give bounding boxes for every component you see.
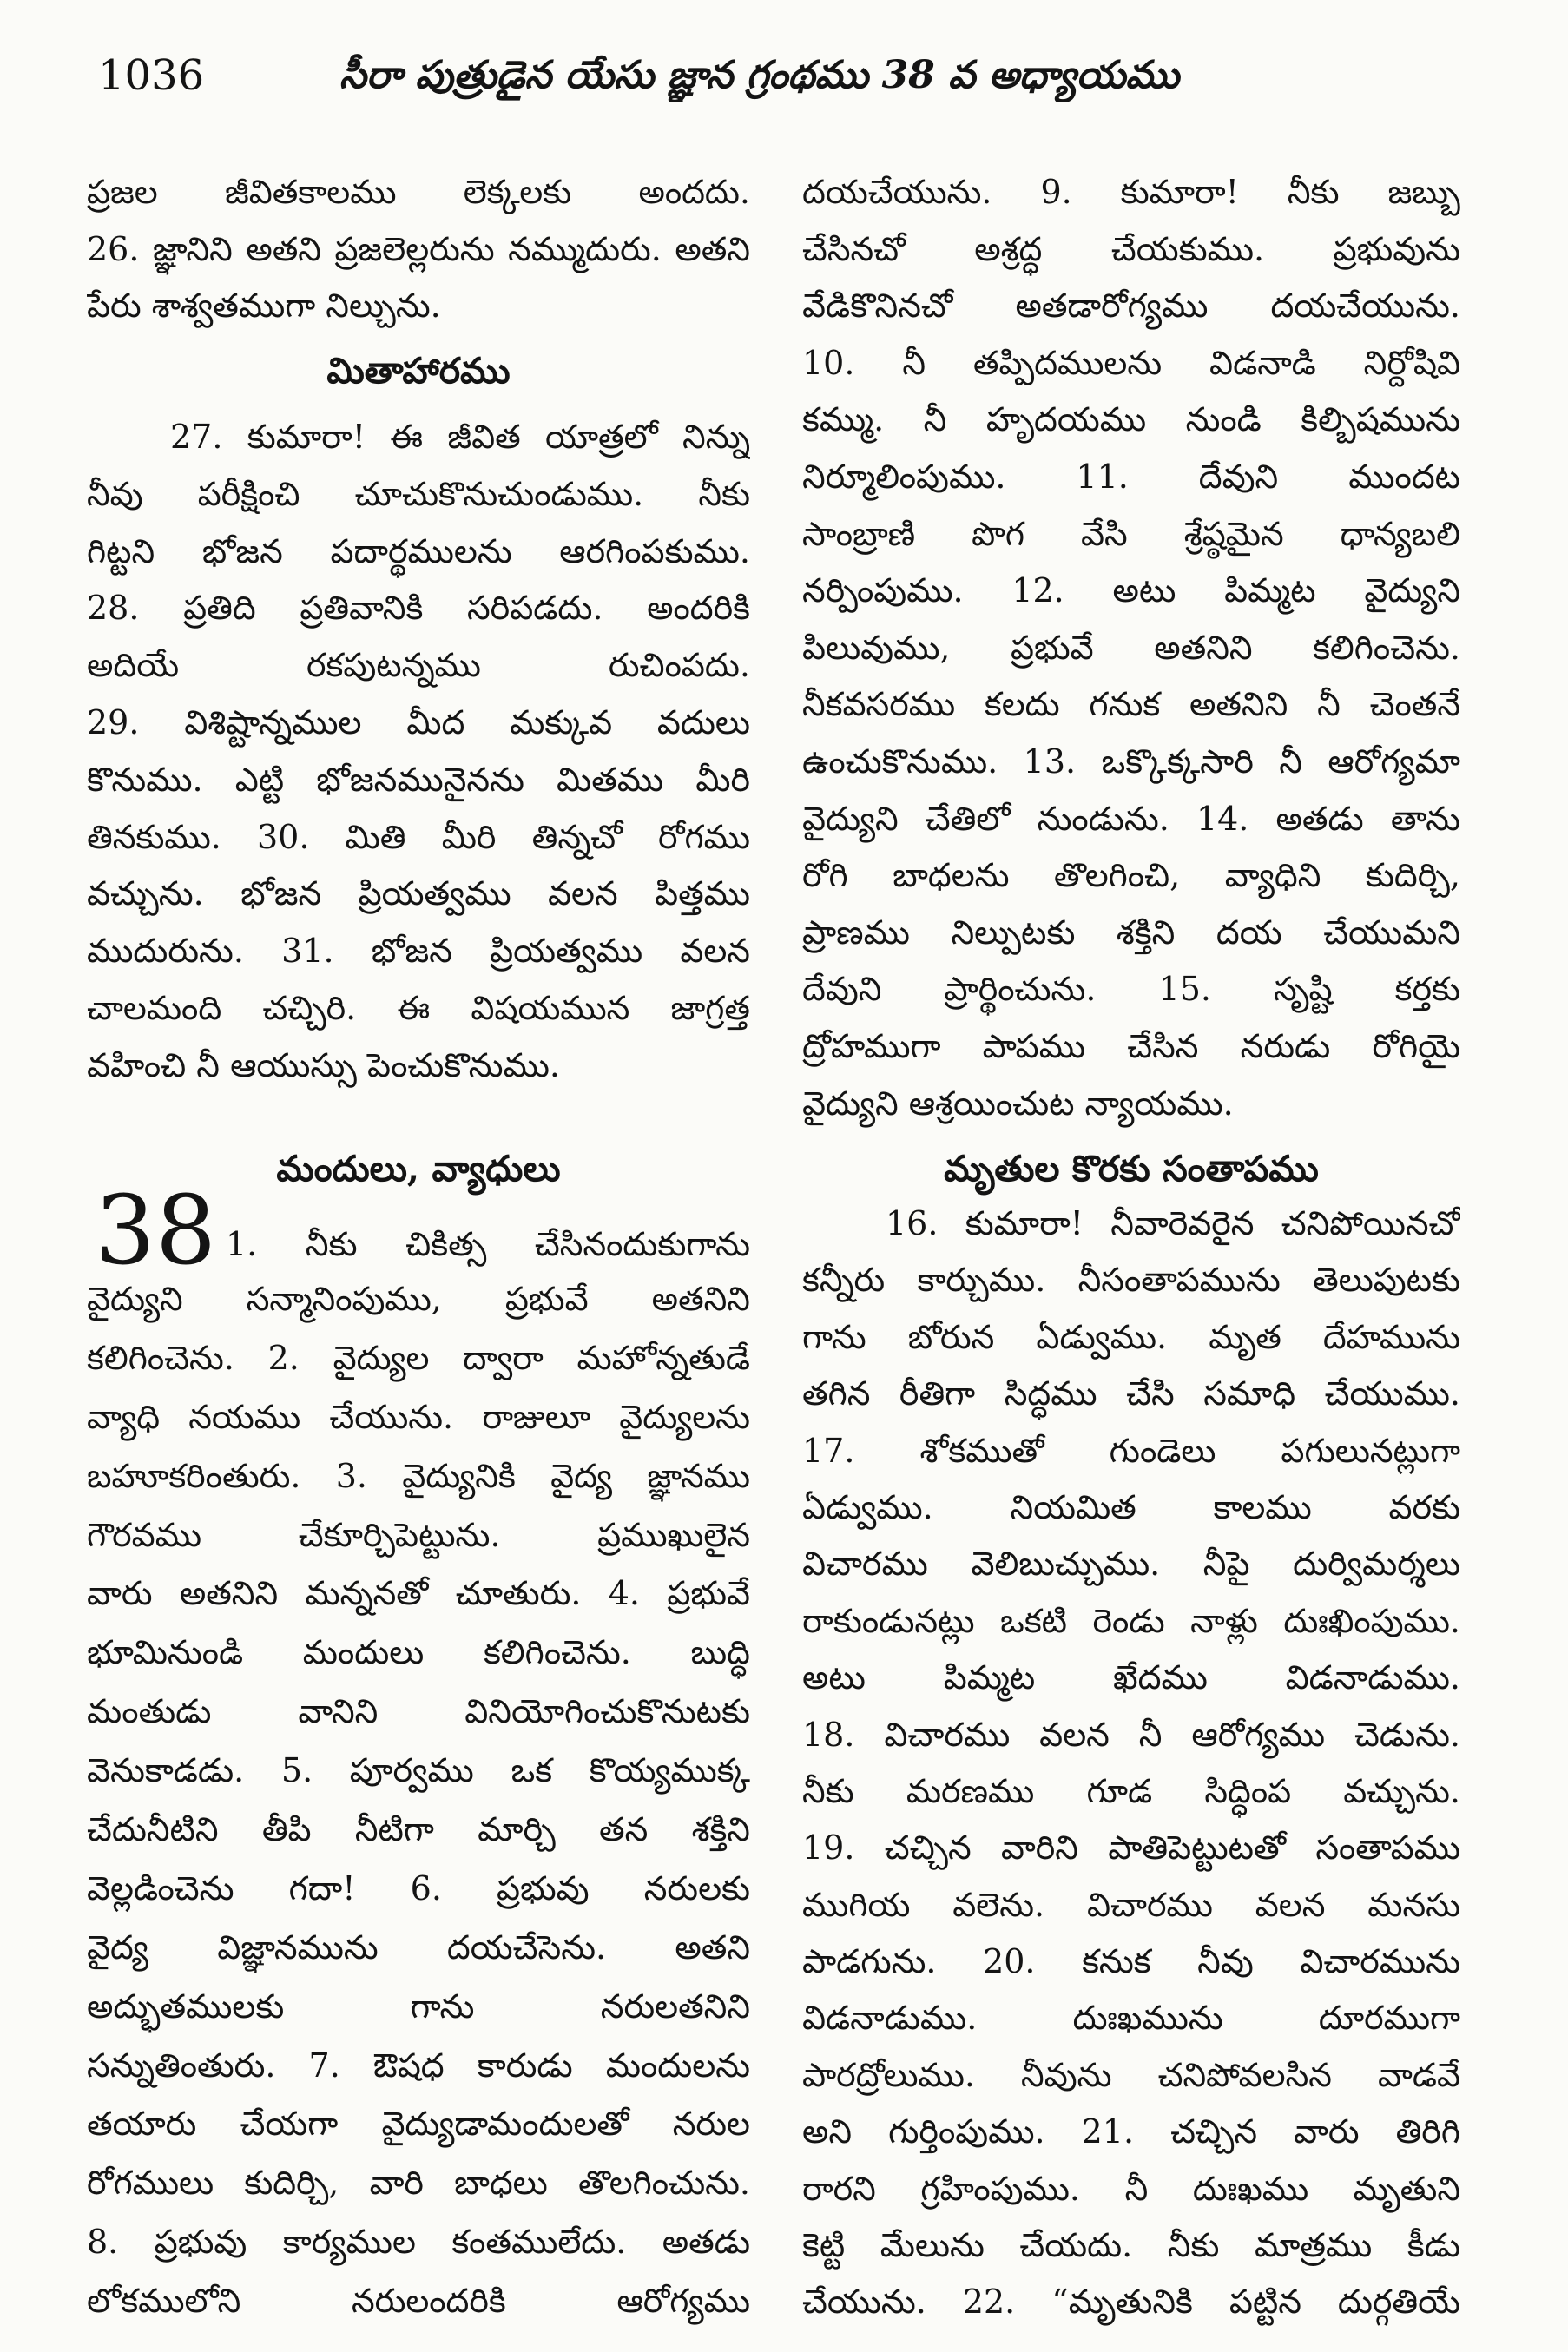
text-line: కన్నీరు కార్చుము. నీసంతాపమును తెలుపుటకు [802,1261,1460,1300]
text-line: నీకు మరణము గూడ సిద్ధింప వచ్చును. [802,1771,1460,1810]
text-line: చాలమంది చచ్చిరి. ఈ విషయమున జాగ్రత్త [87,988,750,1027]
text-line: రాకుండునట్లు ఒకటి రెండు నాళ్లు దుఃఖింపుము. [802,1601,1460,1640]
text-line: అని గుర్తింపుము. 21. చచ్చిన వారు తిరిగి [802,2112,1460,2151]
text-line: కలిగించెను. 2. వైద్యుల ద్వారా మహోన్నతుడే [87,1338,750,1377]
text-line: 28. ప్రతిది ప్రతివానికి సరిపడదు. అందరికి [87,589,750,628]
text-line: సాంబ్రాణి పొగ వేసి శ్రేష్ఠమైన ధాన్యబలి [802,514,1460,553]
text-line: ప్రాణము నిల్పుటకు శక్తిని దయ చేయుమని [802,912,1460,952]
page-number: 1036 [98,51,205,100]
text-line: రోగి బాధలను తొలగించి, వ్యాధిని కుదిర్చి, [802,856,1460,895]
paragraph-block [802,164,1460,1132]
paragraph-block [87,1270,750,2331]
text-line: ముదురును. 31. భోజన ప్రియత్వము వలన [87,932,750,971]
text-line: పేరు శాశ్వతముగా నిల్చును. [87,287,441,326]
text-line: దయచేయును. 9. కుమారా! నీకు జబ్బు [802,173,1460,211]
text-line: వైద్యుని ఆశ్రయించుట న్యాయము. [802,1084,1234,1123]
text-line: గౌరవము చేకూర్చిపెట్టును. ప్రముఖులైన [87,1515,750,1554]
running-header-title: సీరా పుత్రుడైన యేసు జ్ఞాన గ్రంథము 38 వ అధ్యాయము [339,53,1180,97]
text-line: వహించి నీ ఆయుస్సు పెంచుకొనుము. [87,1045,561,1084]
text-line: చేదునీటిని తీపి నీటిగా మార్చి తన శక్తిని [87,1810,750,1849]
right-column [802,0,1460,2352]
text-line: వేడికొనినచో అతడారోగ్యము దయచేయును. [802,287,1460,326]
text-line: 26. జ్ఞానిని అతని ప్రజలెల్లరును నమ్ముదురు. అతని [87,229,750,268]
text-line: విడనాడుము. దుఃఖమును దూరముగా [802,1999,1460,2038]
text-line: లోకములోని నరులందరికి ఆరోగ్యము [87,2282,750,2321]
text-line: ఉంచుకొనుము. 13. ఒక్కొక్కసారి నీ ఆరోగ్యమా [802,741,1460,781]
text-line: వైద్యుని చేతిలో నుండును. 14. అతడు తాను [802,799,1460,838]
text-line: అదియే రకపుటన్నము రుచింపదు. [87,646,750,685]
text-line: 17. శోకముతో గుండెలు పగులునట్లుగా [802,1431,1460,1470]
text-line: నీకవసరము కలదు గనుక అతనిని నీ చెంతనే [802,685,1460,724]
text-line: వెల్లడించెను గదా! 6. ప్రభువు నరులకు [87,1868,750,1907]
text-line: భూమినుండి మందులు కలిగించెను. బుద్ధి [87,1633,750,1672]
text-line: 18. విచారము వలన నీ ఆరోగ్యము చెడును. [802,1715,1460,1754]
text-line: అద్భుతములకు గాను నరులతనిని [87,1986,750,2026]
text-line: అటు పిమ్మట ఖేదము విడనాడుము. [802,1658,1460,1697]
text-line: నీవు పరీక్షించి చూచుకొనుచుండుము. నీకు [87,474,750,513]
text-line: తయారు చేయగా వైద్యుడామందులతో నరుల [87,2105,750,2144]
text-line: 19. చచ్చిన వారిని పాతిపెట్టుటతో సంతాపము [802,1828,1460,1868]
text-line: వారు అతనిని మన్ననతో చూతురు. 4. ప్రభువే [87,1574,750,1613]
text-line: వచ్చును. భోజన ప్రియత్వము వలన పిత్తము [87,874,750,913]
text-line: నర్పింపుము. 12. అటు పిమ్మట వైద్యుని [802,571,1460,610]
text-line: పిలువుము, ప్రభువే అతనిని కలిగించెను. [802,628,1460,667]
text-line: పారద్రోలుము. నీవును చనిపోవలసిన వాడవే [802,2055,1460,2094]
text-line: 8. ప్రభువు కార్యముల కంతములేదు. అతడు [87,2223,750,2262]
chapter-number: 38 [95,1175,216,1286]
section-heading: మితాహారము [326,350,511,392]
text-line: నిర్మూలింపుము. 11. దేవుని ముందట [802,457,1460,496]
text-line: ముగియ వలెను. విచారము వలన మనసు [802,1885,1460,1924]
text-line: 16. కుమారా! నీవారెవరైన చనిపోయినచో [886,1204,1460,1242]
text-line: రోగములు కుదిర్చి, వారి బాధలు తొలగించును. [87,2164,750,2203]
text-line: 1. నీకు చికిత్స చేసినందుకుగాను [226,1225,750,1263]
text-line: మంతుడు వానిని వినియోగించుకొనుటకు [87,1692,750,1731]
text-line: కమ్ము. నీ హృదయము నుండి కిల్బిషమును [802,400,1460,439]
text-line: ద్రోహముగా పాపము చేసిన నరుడు రోగియై [802,1026,1460,1065]
text-line: విచారము వెలిబుచ్చుము. నీపై దుర్విమర్శలు [802,1545,1460,1584]
paragraph-block [87,164,750,335]
section-heading: మృతుల కొరకు సంతాపము [944,1148,1319,1189]
text-line: వైద్యుని సన్మానింపుము, ప్రభువే అతనిని [87,1280,750,1318]
text-line: వ్యాధి నయము చేయును. రాజులూ వైద్యులను [87,1397,750,1436]
text-line: దేవుని ప్రార్థించును. 15. సృష్టి కర్తకు [802,970,1460,1009]
text-line: కెట్టి మేలును చేయదు. నీకు మాత్రము కీడు [802,2226,1460,2265]
text-line: తినకుము. 30. మితి మీరి తిన్నచో రోగము [87,817,750,856]
text-line: వెనుకాడడు. 5. పూర్వము ఒక కొయ్యముక్క [87,1751,750,1790]
text-line: బహూకరింతురు. 3. వైద్యునికి వైద్య జ్ఞానము [87,1456,750,1495]
text-line: ప్రజల జీవితకాలము లెక్కలకు అందదు. [87,173,750,211]
text-line: 10. నీ తప్పిదములను విడనాడి నిర్దోషివి [802,343,1460,382]
text-line: ఏడ్వుము. నియమిత కాలము వరకు [802,1487,1460,1526]
text-line: చేయును. 22. “మృతునికి పట్టిన దుర్గతియే [802,2283,1460,2322]
left-column [87,0,750,2352]
text-line: కొనుము. ఎట్టి భోజనమునైనను మితము మీరి [87,760,750,799]
text-line: గాను బోరున ఏడ్వుము. మృత దేహమును [802,1317,1460,1356]
text-line: రారని గ్రహింపుము. నీ దుఃఖము మృతుని [802,2169,1460,2208]
text-line: గిట్టని భోజన పదార్థములను ఆరగింపకుము. [87,531,750,570]
paragraph-block [226,1216,750,1273]
paragraph-block [802,1196,1460,2331]
paragraph-block [87,409,750,1095]
text-line: పాడగును. 20. కనుక నీవు విచారమును [802,1942,1460,1981]
section-heading: మందులు, వ్యాధులు [276,1148,561,1189]
text-line: వైద్య విజ్ఞానమును దయచేసెను. అతని [87,1927,750,1967]
text-line: 29. విశిష్టాన్నముల మీద మక్కువ వదులు [87,702,750,741]
text-line: 27. కుమారా! ఈ జీవిత యాత్రలో నిన్ను [170,418,750,456]
text-line: తగిన రీతిగా సిద్ధము చేసి సమాధి చేయుము. [802,1374,1460,1413]
text-line: చేసినచో అశ్రద్ధ చేయకుము. ప్రభువును [802,229,1460,268]
text-line: సన్నుతింతురు. 7. ఔషధ కారుడు మందులను [87,2046,750,2085]
